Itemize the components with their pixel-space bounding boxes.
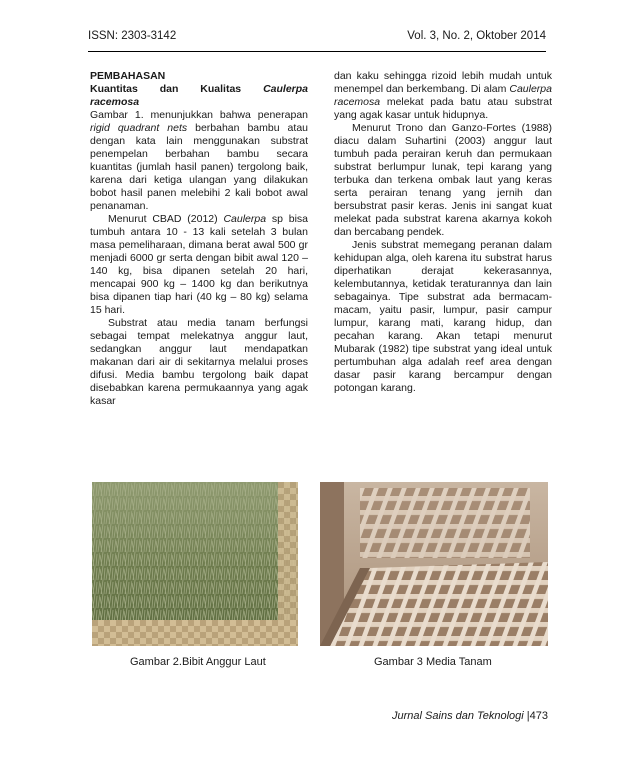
paragraph-text: melekat pada batu atau substrat yang agak kasar untuk hidupnya. — [334, 96, 552, 121]
paragraph-italic-term: Caulerpa racemosa — [334, 83, 552, 108]
seaweed-seedling-image — [92, 482, 298, 646]
section-title: PEMBAHASAN — [90, 70, 166, 82]
bamboo-media-image — [320, 482, 548, 646]
volume-label: Vol. 3, No. 2, Oktober 2014 — [407, 30, 546, 42]
paragraph-text: Gambar 1. menunjukkan bahwa penerapan — [90, 109, 308, 121]
figure-caption-left: Gambar 2.Bibit Anggur Laut — [130, 656, 266, 668]
paragraph-italic-term: rigid quadrant nets — [90, 122, 188, 134]
page-header — [88, 30, 546, 52]
subsection-title-species: Caulerpa — [263, 83, 308, 95]
journal-name: Jurnal Sains dan Teknologi — [392, 710, 524, 722]
left-column — [90, 70, 308, 408]
paragraph — [90, 213, 308, 317]
paragraph — [334, 70, 552, 122]
page-number: |473 — [526, 710, 548, 722]
paragraph-text: berbahan bambu atau dengan kata lain menggunakan substrat penempelan berbahan bambu secara kuantitas (jumlah hasil panen) tergolong baik, karena dari ketiga ulangan yang dilakukan bobot hasil panen melebihi 2 kali bobot awal penanaman. — [90, 122, 308, 212]
right-column — [334, 70, 552, 395]
figure-caption-right: Gambar 3 Media Tanam — [374, 656, 492, 668]
paragraph: Jenis substrat memegang peranan dalam kehidupan alga, oleh karena itu substrat harus diperhatikan derajat kekerasannya, kelembutannya, ketidak teraturannya dan lain sebagainya. Tipe substrat ada bermacam-macam, yaitu pasir, lumpur, pasir campur lumpur, karang mati, karang hidup, dan pecahan karang. Akan tetapi menurut Mubarak (1982) tipe substrat yang ideal untuk pertumbuhan alga adalah reef area dengan dasar pasir karang bercampur dengan potongan karang. — [334, 239, 552, 394]
issn-label: ISSN: 2303-3142 — [88, 30, 177, 42]
page-footer — [368, 710, 548, 722]
subsection-title-text: Kuantitas dan Kualitas — [90, 83, 242, 95]
subsection-title-line2: racemosa — [90, 96, 140, 108]
paragraph: Menurut Trono dan Ganzo-Fortes (1988) diacu dalam Suhartini (2003) anggur laut tumbuh pada perairan keruh dan permukaan substrat berlumpur lunak, tepi karang yang terbuka dan terkena ombak laut yang keras serta perairan tenang yang jernih dan bersubstrat pasir keras. Jenis ini sangat kuat melekat pada substrat karena akarnya kokoh dan bercabang pendek. — [334, 122, 552, 238]
paragraph-text: sp bisa tumbuh antara 10 - 13 kali setelah 3 bulan masa pemeliharaan, dimana berat awal 500 gr menjadi 6000 gr serta dengan bibit awal 120 – 140 kg, bisa dipanen setelah 20 hari, mencapai 900 kg – 1400 kg dan berikutnya bisa dipanen tiap hari (40 kg – 80 kg) selama 15 hari. — [90, 213, 309, 316]
paragraph-text: dan kaku sehingga rizoid lebih mudah untuk menempel dan berkembang. Di alam — [334, 70, 552, 95]
paragraph — [90, 109, 308, 213]
paragraph-italic-term: Caulerpa — [223, 213, 267, 225]
seaweed-seedling-photo — [92, 482, 298, 646]
paragraph: Substrat atau media tanam berfungsi sebagai tempat melekatnya anggur laut, sedangkan anggur laut mendapatkan makanan dari air di sekitarnya melalui proses difusi. Media bambu tergolong baik dapat disebabkan karena permukaannya yang agak kasar — [90, 317, 308, 407]
subsection-title-line1 — [90, 83, 308, 96]
bamboo-media-photo — [320, 482, 548, 646]
paragraph-text: Menurut CBAD (2012) — [108, 213, 224, 225]
